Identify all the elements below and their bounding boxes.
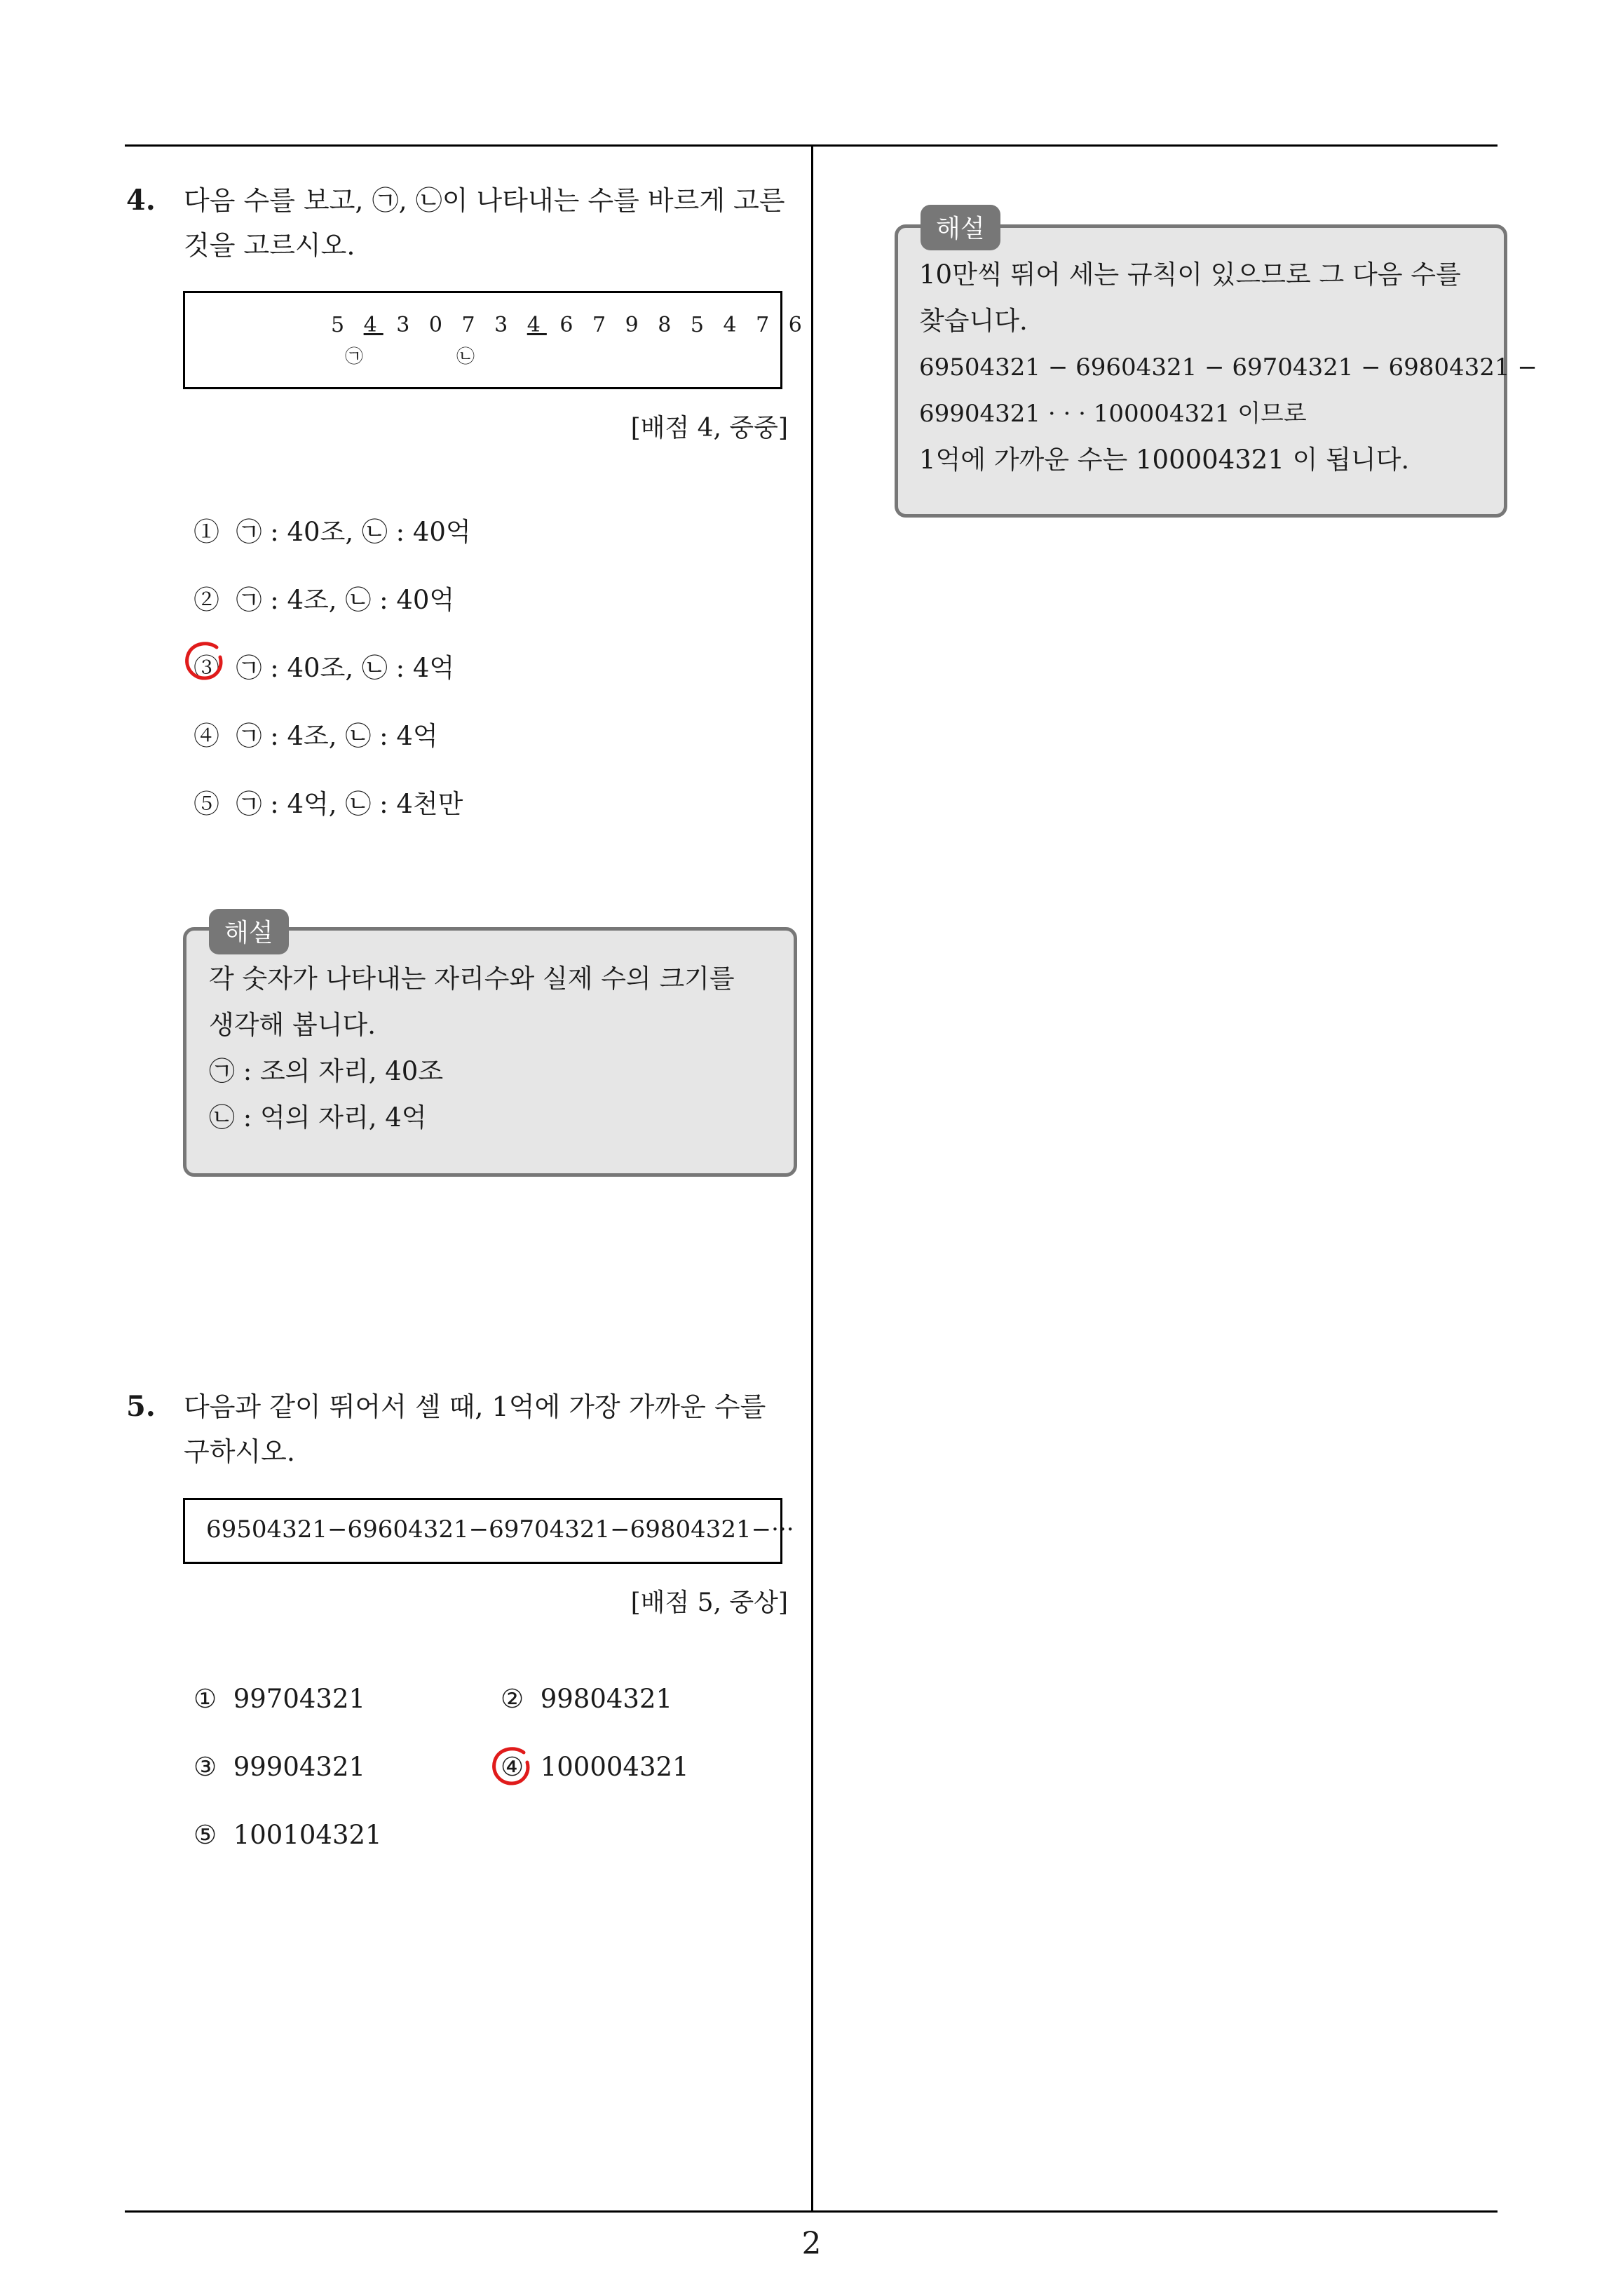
q5-explanation-box bbox=[895, 224, 1537, 518]
q5-option-1-num: ① bbox=[193, 1684, 217, 1714]
q5-option-3-text: 99904321 bbox=[233, 1752, 366, 1782]
q5-option-5-text: 100104321 bbox=[233, 1820, 382, 1850]
q5-score: [배점 5, 중상] bbox=[630, 1588, 788, 1617]
q4-explanation-line2: 생각해 봅니다. bbox=[209, 1010, 376, 1040]
q4-option-1-num: ① bbox=[193, 517, 219, 547]
q5-explanation-line4: 69904321 · · · 100004321 이므로 bbox=[919, 400, 1307, 428]
q4-option-4[interactable] bbox=[193, 715, 438, 752]
q5-explanation-line5: 1억에 가까운 수는 100004321 이 됩니다. bbox=[919, 445, 1410, 475]
q5-option-4-num: ④ bbox=[501, 1752, 524, 1782]
q5-option-1[interactable] bbox=[193, 1684, 365, 1714]
q5-explanation-line1: 10만씩 뛰어 세는 규칙이 있으므로 그 다음 수를 bbox=[919, 259, 1461, 290]
q5-option-2-text: 99804321 bbox=[540, 1684, 673, 1714]
q4-text-line2: 것을 고르시오. bbox=[184, 230, 355, 261]
q5-option-2[interactable] bbox=[501, 1684, 672, 1714]
q4-explanation-line3: ㉠ : 조의 자리, 40조 bbox=[209, 1056, 444, 1086]
q4-explanation-line1: 각 숫자가 나타내는 자리수와 실제 수의 크기를 bbox=[209, 964, 735, 994]
q5-option-5-num: ⑤ bbox=[193, 1820, 217, 1850]
q5-option-3-num: ③ bbox=[193, 1752, 217, 1782]
q4-digits-mid: 3 0 7 3 bbox=[383, 313, 527, 337]
q4-explanation-box bbox=[183, 927, 797, 1177]
q4-digit-b: 4 bbox=[527, 313, 547, 337]
q4-option-4-num: ④ bbox=[193, 721, 219, 751]
q5-sequence-text: 69504321−69604321−69704321−69804321−··· bbox=[206, 1515, 794, 1544]
q4-option-3-text: ㉠ : 40조, ㉡ : 4억 bbox=[236, 653, 455, 683]
page-number: 2 bbox=[801, 2226, 822, 2262]
q4-explanation-line4: ㉡ : 억의 자리, 4억 bbox=[209, 1102, 427, 1133]
q4-number: 4. bbox=[126, 184, 156, 217]
q5-option-4-text: 100004321 bbox=[540, 1752, 689, 1782]
column-divider bbox=[811, 144, 813, 2212]
bottom-rule bbox=[125, 2210, 1498, 2213]
q4-text-line1: 다음 수를 보고, ㉠, ㉡이 나타내는 수를 바르게 고른 bbox=[184, 185, 785, 216]
q5-explanation-text bbox=[919, 252, 1537, 483]
q4-option-1-text: ㉠ : 40조, ㉡ : 40억 bbox=[236, 517, 471, 547]
q4-digits bbox=[331, 313, 808, 337]
q5-explanation-tag: 해설 bbox=[921, 205, 1000, 250]
q4-explanation-tag: 해설 bbox=[209, 909, 289, 954]
q5-number: 5. bbox=[126, 1390, 156, 1423]
q4-option-5-text: ㉠ : 4억, ㉡ : 4천만 bbox=[236, 789, 463, 819]
q5-option-2-num: ② bbox=[501, 1684, 524, 1714]
q4-option-1[interactable] bbox=[193, 511, 471, 548]
q4-option-5[interactable] bbox=[193, 783, 463, 821]
q4-digit-a: 4 bbox=[363, 313, 383, 337]
q4-option-5-num: ⑤ bbox=[193, 789, 219, 819]
q4-option-4-text: ㉠ : 4조, ㉡ : 4억 bbox=[236, 721, 438, 751]
q4-score: [배점 4, 중중] bbox=[630, 414, 788, 443]
q5-option-1-text: 99704321 bbox=[233, 1684, 366, 1714]
q4-digits-pre: 5 bbox=[331, 313, 364, 337]
q5-option-3[interactable] bbox=[193, 1752, 365, 1782]
q4-number-box bbox=[183, 291, 808, 389]
q4-explanation-text bbox=[209, 956, 735, 1141]
q4-option-3[interactable] bbox=[193, 647, 454, 684]
q5-sequence-box bbox=[183, 1498, 794, 1564]
q4-label-a: ㉠ bbox=[345, 346, 364, 367]
q5-option-5[interactable] bbox=[193, 1820, 382, 1850]
q4-label-b: ㉡ bbox=[456, 346, 475, 367]
q4-option-2-text: ㉠ : 4조, ㉡ : 40억 bbox=[236, 585, 455, 615]
q5-text-line2: 구하시오. bbox=[184, 1436, 295, 1467]
q4-option-2-num: ② bbox=[193, 585, 219, 615]
q4-digits-post: 6 7 9 8 5 4 7 6 bbox=[546, 313, 808, 337]
q5-answer-mark bbox=[491, 1746, 531, 1787]
q4-answer-mark bbox=[184, 641, 224, 682]
q5-explanation-line2: 찾습니다. bbox=[919, 306, 1028, 336]
q4-option-3-num: ③ bbox=[193, 653, 219, 683]
q4-option-2[interactable] bbox=[193, 579, 454, 616]
q5-text-line1: 다음과 같이 뛰어서 셀 때, 1억에 가장 가까운 수를 bbox=[184, 1391, 766, 1422]
q5-explanation-line3: 69504321 − 69604321 − 69704321 − 69804321 − bbox=[919, 353, 1537, 381]
